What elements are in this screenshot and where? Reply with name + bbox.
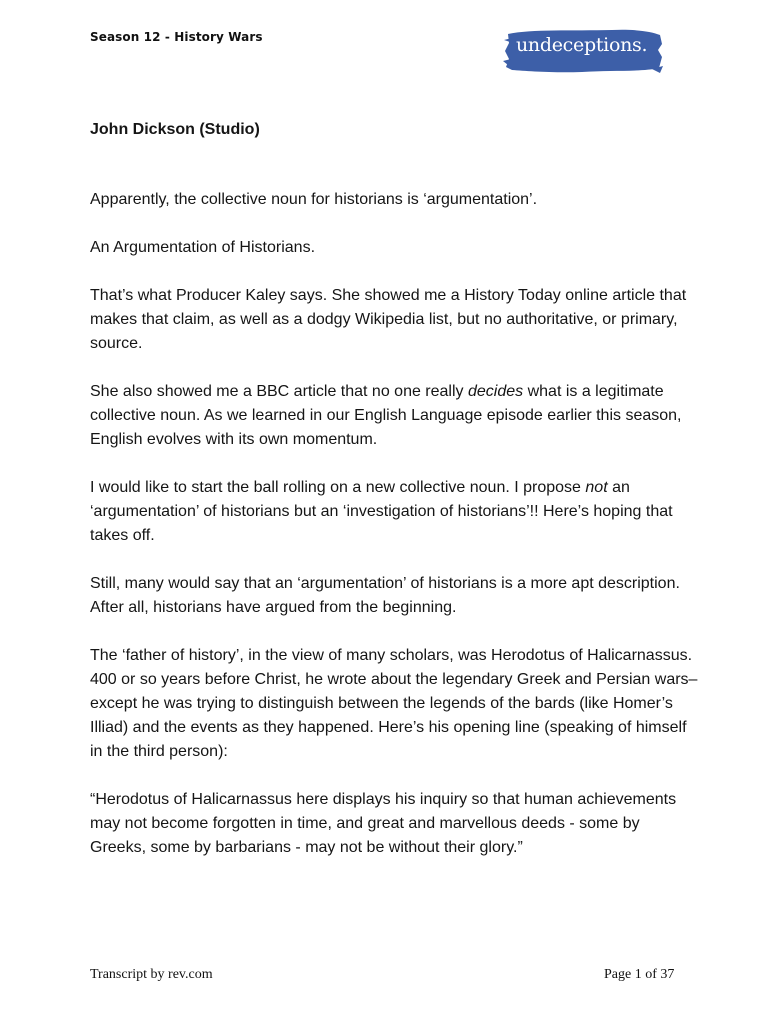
undeceptions-logo xyxy=(502,26,664,76)
paragraph: That’s what Producer Kaley says. She showed me a History Today online article that makes that claim, as well as a dodgy Wikipedia list, but no authoritative, or primary, source. xyxy=(90,287,687,352)
paragraph: I would like to start the ball rolling on a new collective noun. I propose not an ‘argumentation’ of historians but an ‘investigation of historians’!! Here’s hoping that takes off. xyxy=(90,479,673,544)
season-header: Season 12 - History Wars xyxy=(90,30,263,44)
paragraph: Still, many would say that an ‘argumentation’ of historians is a more apt description. After all, historians have argued from the beginning. xyxy=(90,575,680,616)
logo-text: undeceptions. xyxy=(516,34,648,56)
quote-paragraph: “Herodotus of Halicarnassus here displays his inquiry so that human achievements may not become forgotten in time, and great and marvellous deeds - some by Greeks, some by barbarians - may not be without their glory.” xyxy=(90,791,677,856)
paragraph: An Argumentation of Historians. xyxy=(90,239,316,256)
page-number: Page 1 of 37 xyxy=(604,967,675,982)
transcript-body xyxy=(90,116,700,884)
transcript-source: Transcript by rev.com xyxy=(90,967,213,982)
speaker-heading: John Dickson (Studio) xyxy=(90,121,260,138)
paragraph: Apparently, the collective noun for historians is ‘argumentation’. xyxy=(90,191,538,208)
paragraph: The ‘father of history’, in the view of many scholars, was Herodotus of Halicarnassus. 400 or so years before Christ, he wrote about the legendary Greek and Persian wars–except he was trying to distinguish between the legends of the bards (like Homer’s Illiad) and the events as they happened. Here’s his opening line (speaking of himself in the third person): xyxy=(90,647,698,760)
paragraph: She also showed me a BBC article that no one really decides what is a legitimate collective noun. As we learned in our English Language episode earlier this season, English evolves with its own momentum. xyxy=(90,383,682,448)
